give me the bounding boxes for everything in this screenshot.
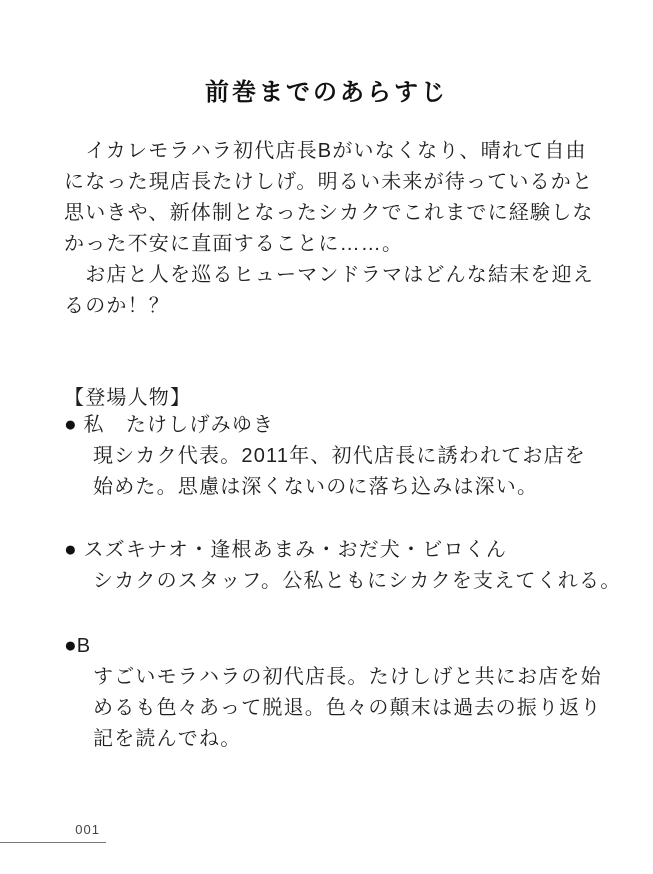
synopsis-line: るのか！？ <box>64 295 170 317</box>
character-name-row <box>64 534 614 566</box>
synopsis-line: お店と人を巡るヒューマンドラマはどんな結末を迎え <box>64 264 594 286</box>
cast-item-staff <box>64 534 622 597</box>
synopsis-paragraph <box>64 136 604 322</box>
character-name-row <box>64 409 614 441</box>
bullet-icon: ● <box>64 538 77 561</box>
character-desc-line: 始めた。思慮は深くないのに落ち込みは深い。 <box>93 476 539 498</box>
character-desc-line: 現シカク代表。2011年、初代店長に誘われてお店を <box>93 445 587 467</box>
cast-item-b <box>64 630 614 755</box>
character-name: スズキナオ・逢根あまみ・おだ犬・ビロくん <box>76 539 508 561</box>
page-number: 001 <box>75 822 100 837</box>
character-desc-line: 記を読んでね。 <box>93 728 242 750</box>
character-name: 私 たけしげみゆき <box>76 414 275 436</box>
character-desc-line: すごいモラハラの初代店長。たけしげと共にお店を始 <box>93 666 602 688</box>
character-name: B <box>76 635 92 657</box>
footer-rule <box>0 842 106 843</box>
page-title: 前巻までのあらすじ <box>205 79 448 106</box>
synopsis-line: になった現店長たけしげ。明るい未来が待っているかと <box>64 171 594 193</box>
character-name-row <box>64 630 614 662</box>
bullet-icon: ● <box>64 634 77 657</box>
cast-item-takeshige <box>64 409 614 503</box>
cast-heading: 【登場人物】 <box>64 387 192 409</box>
character-desc-line: めるも色々あって脱退。色々の顛末は過去の振り返り <box>93 697 602 719</box>
synopsis-line: イカレモラハラ初代店長Bがいなくなり、晴れて自由 <box>64 140 587 162</box>
bullet-icon: ● <box>64 413 77 436</box>
synopsis-line: かった不安に直面することに……。 <box>64 233 404 255</box>
synopsis-line: 思いきや、新体制となったシカクでこれまでに経験しな <box>64 202 594 224</box>
character-desc-line: シカクのスタッフ。公私ともにシカクを支えてくれる。 <box>93 570 622 592</box>
